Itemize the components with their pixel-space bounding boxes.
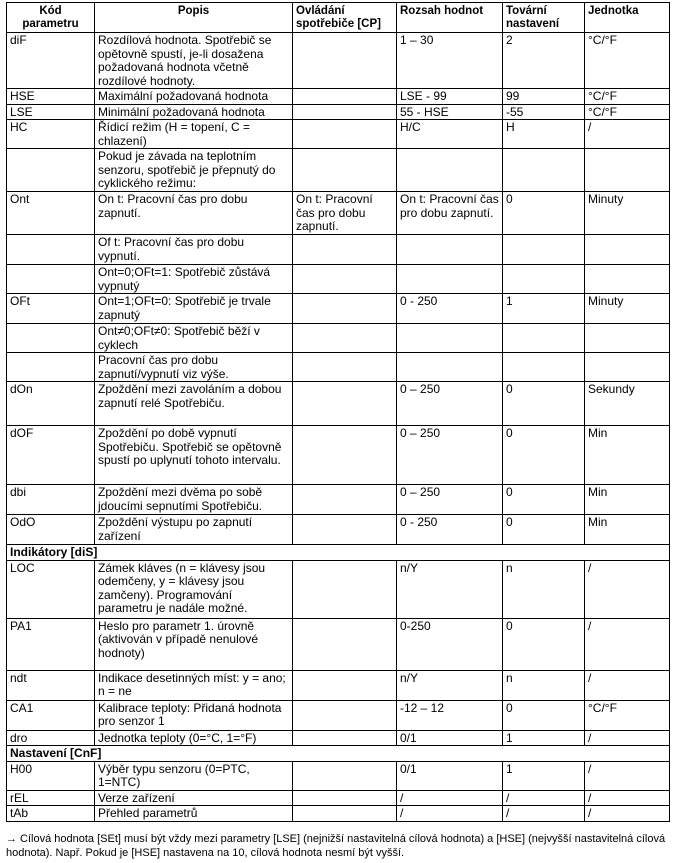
cell-control [293, 730, 397, 746]
cell-code: dOn [7, 382, 95, 426]
cell-code: dOF [7, 426, 95, 485]
table-row [7, 104, 670, 120]
cell-description: Rozdílová hodnota. Spotřebič se opětovně spustí, je-li dosažena požadovaná hodnota včetně rozdílové hodnoty. [95, 33, 293, 89]
cell-unit: / [585, 560, 670, 618]
cell-code: diF [7, 33, 95, 89]
table-row [7, 265, 670, 294]
header-unit: Jednotka [585, 3, 670, 33]
cell-code: PA1 [7, 618, 95, 670]
table-row [7, 730, 670, 746]
section-row [7, 746, 670, 762]
cell-control [293, 294, 397, 324]
cell-code: rEL [7, 790, 95, 806]
cell-unit: Min [585, 426, 670, 485]
cell-unit: Minuty [585, 192, 670, 235]
table-row [7, 515, 670, 545]
cell-range [397, 353, 503, 382]
cell-code: H00 [7, 761, 95, 790]
cell-default [503, 353, 585, 382]
cell-code: HSE [7, 89, 95, 105]
cell-range: 0-250 [397, 618, 503, 670]
cell-unit: / [585, 790, 670, 806]
cell-control [293, 700, 397, 730]
cell-default [503, 265, 585, 294]
cell-default: -55 [503, 104, 585, 120]
cell-description: Zpoždění výstupu po zapnutí zařízení [95, 515, 293, 545]
cell-control [293, 382, 397, 426]
cell-control [293, 33, 397, 89]
cell-default: 1 [503, 730, 585, 746]
cell-unit [585, 353, 670, 382]
cell-code: ndt [7, 670, 95, 700]
cell-range: / [397, 806, 503, 822]
cell-unit: / [585, 120, 670, 149]
cell-range: 1 – 30 [397, 33, 503, 89]
cell-range: n/Y [397, 670, 503, 700]
cell-default: n [503, 560, 585, 618]
cell-description: Pokud je závada na teplotním senzoru, spotřebič je přepnutý do cyklického režimu: [95, 149, 293, 192]
cell-description: Indikace desetinných míst: y = ano; n = ne [95, 670, 293, 700]
cell-code [7, 235, 95, 265]
cell-default: 1 [503, 761, 585, 790]
cell-control [293, 353, 397, 382]
cell-control [293, 265, 397, 294]
parameter-table [6, 2, 670, 822]
cell-default: / [503, 790, 585, 806]
cell-range: H/C [397, 120, 503, 149]
cell-range: -12 – 12 [397, 700, 503, 730]
cell-description: Ont=1;OFt=0: Spotřebič je trvale zapnutý [95, 294, 293, 324]
table-row [7, 806, 670, 822]
cell-description: Výběr typu senzoru (0=PTC, 1=NTC) [95, 761, 293, 790]
table-row [7, 353, 670, 382]
cell-description: Kalibrace teploty: Přidaná hodnota pro senzor 1 [95, 700, 293, 730]
cell-range: 0 – 250 [397, 485, 503, 515]
header-range: Rozsah hodnot [397, 3, 503, 33]
cell-range [397, 235, 503, 265]
cell-control: On t: Pracovní čas pro dobu zapnutí. [293, 192, 397, 235]
table-row [7, 89, 670, 105]
cell-default: 2 [503, 33, 585, 89]
cell-description: Of t: Pracovní čas pro dobu vypnutí. [95, 235, 293, 265]
cell-unit: / [585, 730, 670, 746]
cell-unit: / [585, 618, 670, 670]
table-row [7, 560, 670, 618]
table-row [7, 120, 670, 149]
cell-unit: / [585, 761, 670, 790]
cell-range: n/Y [397, 560, 503, 618]
cell-description: Zpoždění mezi dvěma po sobě jdoucími sepnutími Spotřebiču. [95, 485, 293, 515]
cell-control [293, 120, 397, 149]
cell-description: Verze zařízení [95, 790, 293, 806]
cell-unit: Min [585, 485, 670, 515]
cell-control [293, 761, 397, 790]
cell-control [293, 790, 397, 806]
section-row [7, 545, 670, 561]
cell-control [293, 485, 397, 515]
cell-range: 0 - 250 [397, 515, 503, 545]
cell-range: 0 – 250 [397, 382, 503, 426]
cell-unit: Min [585, 515, 670, 545]
footnote: → Cílová hodnota [SEt] musí být vždy mezi parametry [LSE] (nejnižší nastavitelná cílová hodnota) a [HSE] (nejvyšší nastavitelná cílová hodnota). Např. Pokud je [HSE] nastavena na 10, cílová hodnota nesmí být vyšší. [6, 833, 666, 859]
cell-range: 0/1 [397, 761, 503, 790]
cell-range: 0/1 [397, 730, 503, 746]
cell-range [397, 265, 503, 294]
cell-control [293, 89, 397, 105]
cell-default: 0 [503, 485, 585, 515]
cell-unit [585, 149, 670, 192]
header-control: Ovládání spotřebiče [CP] [293, 3, 397, 33]
cell-control [293, 149, 397, 192]
cell-default: n [503, 670, 585, 700]
cell-default: 0 [503, 426, 585, 485]
cell-default: 0 [503, 515, 585, 545]
cell-default: 0 [503, 192, 585, 235]
cell-unit: °C/°F [585, 700, 670, 730]
cell-range: / [397, 790, 503, 806]
cell-unit: °C/°F [585, 33, 670, 89]
cell-unit: / [585, 806, 670, 822]
cell-code [7, 353, 95, 382]
table-row [7, 382, 670, 426]
cell-code [7, 265, 95, 294]
cell-description: Zpoždění po době vypnutí Spotřebiču. Spotřebič se opětovně spustí po uplynutí tohoto intervalu. [95, 426, 293, 485]
cell-unit: °C/°F [585, 104, 670, 120]
header-row [7, 3, 670, 33]
cell-range [397, 324, 503, 353]
cell-code: HC [7, 120, 95, 149]
cell-code: LOC [7, 560, 95, 618]
cell-control [293, 806, 397, 822]
cell-description: Pracovní čas pro dobu zapnutí/vypnutí viz výše. [95, 353, 293, 382]
cell-code: dro [7, 730, 95, 746]
cell-unit [585, 324, 670, 353]
cell-default: 0 [503, 382, 585, 426]
table-row [7, 235, 670, 265]
table-row [7, 192, 670, 235]
cell-control [293, 515, 397, 545]
cell-default: H [503, 120, 585, 149]
cell-unit [585, 235, 670, 265]
table-row [7, 700, 670, 730]
cell-description: Minimální požadovaná hodnota [95, 104, 293, 120]
cell-description: Ont=0;OFt=1: Spotřebič zůstává vypnutý [95, 265, 293, 294]
cell-code: OFt [7, 294, 95, 324]
cell-control [293, 560, 397, 618]
cell-range: 0 - 250 [397, 294, 503, 324]
table-row [7, 294, 670, 324]
cell-default: 99 [503, 89, 585, 105]
cell-control [293, 670, 397, 700]
cell-code [7, 149, 95, 192]
cell-description: Přehled parametrů [95, 806, 293, 822]
cell-default [503, 235, 585, 265]
cell-default: 0 [503, 700, 585, 730]
cell-unit [585, 265, 670, 294]
cell-description: Zpoždění mezi zavoláním a dobou zapnutí relé Spotřebiču. [95, 382, 293, 426]
cell-description: Jednotka teploty (0=°C, 1=°F) [95, 730, 293, 746]
cell-default: / [503, 806, 585, 822]
table-row [7, 790, 670, 806]
cell-code: OdO [7, 515, 95, 545]
cell-unit: / [585, 670, 670, 700]
cell-range: 0 – 250 [397, 426, 503, 485]
cell-code: LSE [7, 104, 95, 120]
table-row [7, 33, 670, 89]
cell-default [503, 149, 585, 192]
cell-description: Maximální požadovaná hodnota [95, 89, 293, 105]
cell-range: On t: Pracovní čas pro dobu zapnutí. [397, 192, 503, 235]
section-title: Nastavení [CnF] [7, 746, 670, 762]
table-row [7, 324, 670, 353]
cell-default: 0 [503, 618, 585, 670]
cell-unit: Sekundy [585, 382, 670, 426]
cell-control [293, 324, 397, 353]
cell-control [293, 426, 397, 485]
cell-code: CA1 [7, 700, 95, 730]
cell-default: 1 [503, 294, 585, 324]
cell-control [293, 235, 397, 265]
cell-code: tAb [7, 806, 95, 822]
cell-description: Řídicí režim (H = topení, C = chlazení) [95, 120, 293, 149]
cell-unit: °C/°F [585, 89, 670, 105]
table-row [7, 426, 670, 485]
cell-control [293, 104, 397, 120]
cell-code [7, 324, 95, 353]
cell-range: 55 - HSE [397, 104, 503, 120]
cell-range [397, 149, 503, 192]
table-row [7, 670, 670, 700]
cell-default [503, 324, 585, 353]
table-row [7, 149, 670, 192]
cell-range: LSE - 99 [397, 89, 503, 105]
table-row [7, 761, 670, 790]
cell-control [293, 618, 397, 670]
table-row [7, 618, 670, 670]
header-description: Popis [95, 3, 293, 33]
table-row [7, 485, 670, 515]
section-title: Indikátory [diS] [7, 545, 670, 561]
cell-unit: Minuty [585, 294, 670, 324]
cell-description: Ont≠0;OFt≠0: Spotřebič běží v cyklech [95, 324, 293, 353]
cell-code: dbi [7, 485, 95, 515]
cell-description: Heslo pro parametr 1. úrovně (aktivován v případě nenulové hodnoty) [95, 618, 293, 670]
cell-description: On t: Pracovní čas pro dobu zapnutí. [95, 192, 293, 235]
cell-code: Ont [7, 192, 95, 235]
table-body [7, 33, 670, 822]
header-code: Kód parametru [7, 3, 95, 33]
header-default: Tovární nastavení [503, 3, 585, 33]
cell-description: Zámek kláves (n = klávesy jsou odemčeny, y = klávesy jsou zamčeny). Programování parametru je nadále možné. [95, 560, 293, 618]
